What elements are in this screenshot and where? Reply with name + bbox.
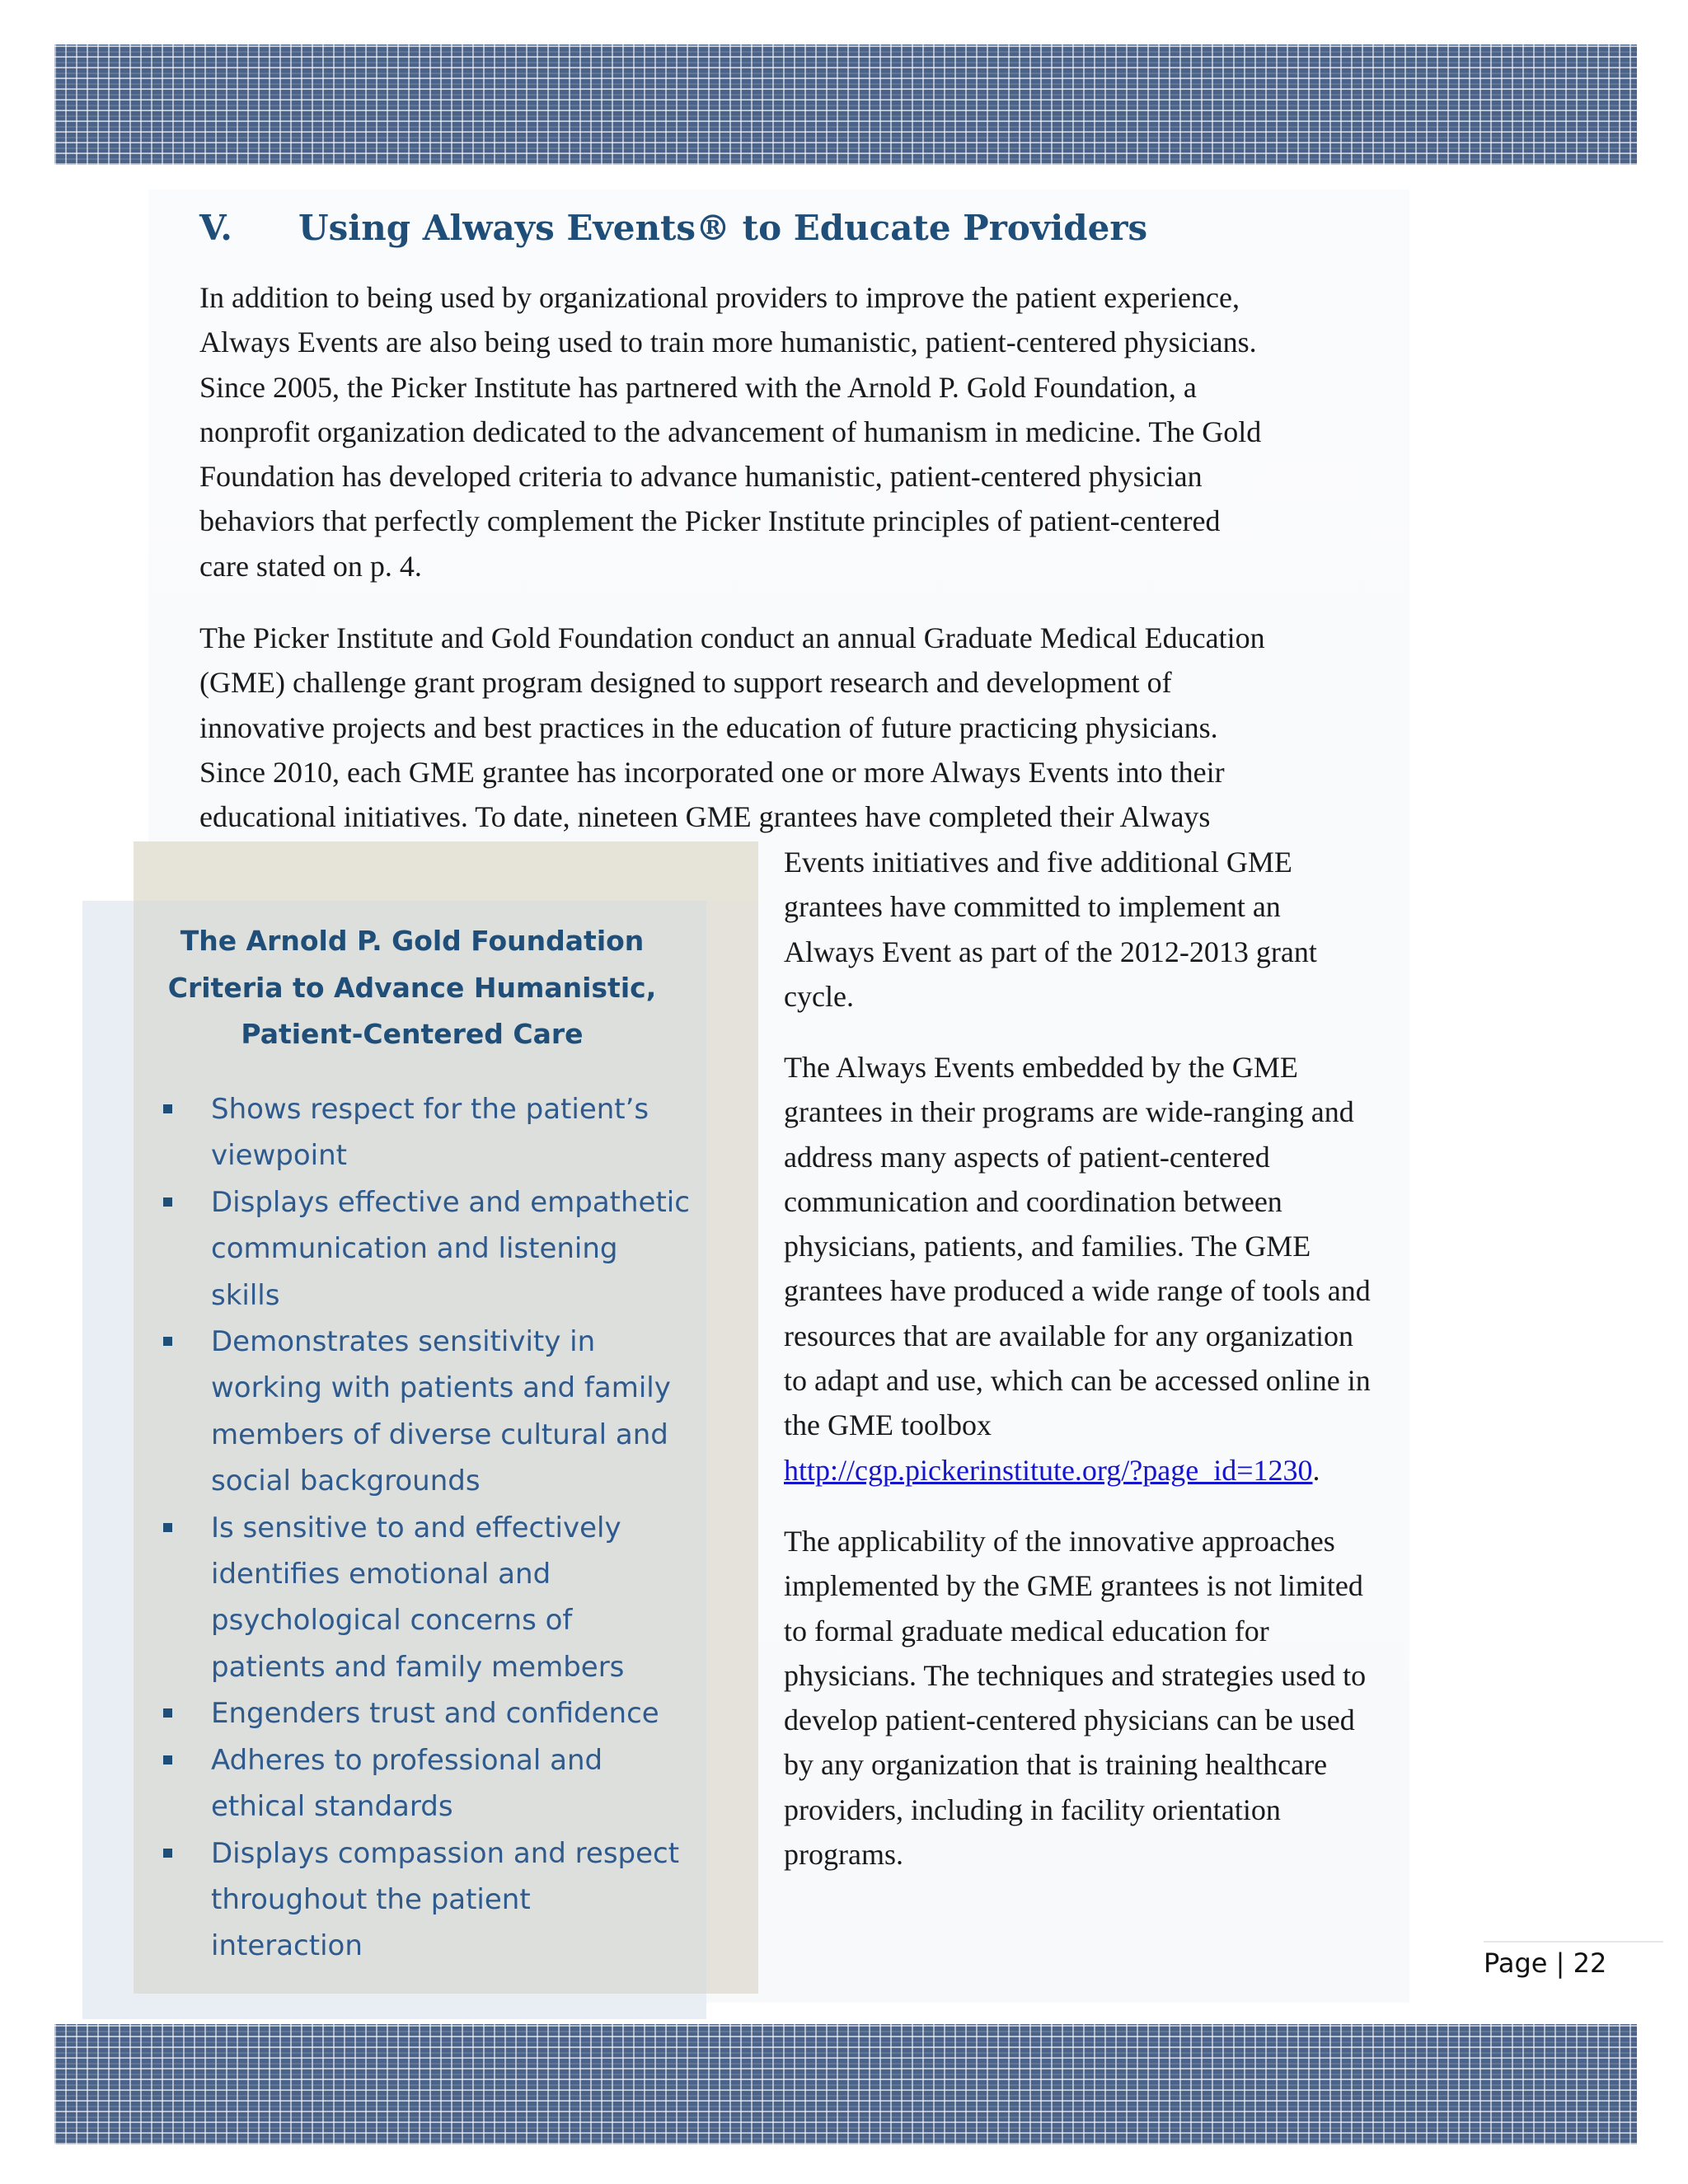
criteria-item-line: psychological concerns of: [211, 1604, 573, 1638]
square-bullet-icon: [163, 1849, 172, 1858]
link-suffix: .: [1312, 1453, 1320, 1487]
text-line: programs.: [784, 1838, 903, 1872]
section-number: V.: [199, 208, 232, 248]
text-line: grantees have committed to implement an: [784, 890, 1281, 924]
toolbox-paragraph: [784, 1045, 1371, 1493]
gme-toolbox-link[interactable]: http://cgp.pickerinstitute.org/?page_id=1230: [784, 1453, 1313, 1487]
sidebar-top-tint: [134, 841, 758, 901]
text-line: the GME toolbox: [784, 1408, 992, 1442]
text-line: communication and coordination between: [784, 1184, 1282, 1218]
text-line: Foundation has developed criteria to advance humanistic, patient-centered physician: [199, 460, 1203, 494]
text-line: physicians. The techniques and strategies used to: [784, 1658, 1367, 1692]
criteria-item-line: Displays compassion and respect: [211, 1836, 680, 1870]
text-line: physicians, patients, and families. The GME: [784, 1230, 1311, 1263]
text-line: Since 2010, each GME grantee has incorporated one or more Always Events into their: [199, 755, 1225, 789]
square-bullet-icon: [163, 1755, 172, 1765]
footer-pattern-band: [54, 2024, 1637, 2144]
section-heading: [199, 208, 1147, 248]
criteria-item: [157, 1319, 717, 1505]
applicability-paragraph: [784, 1519, 1366, 1877]
text-line: Always Events are also being used to train more humanistic, patient-centered physicians.: [199, 326, 1257, 359]
text-line: care stated on p. 4.: [199, 549, 422, 583]
text-line: Since 2005, the Picker Institute has partnered with the Arnold P. Gold Foundation, a: [199, 370, 1197, 404]
square-bullet-icon: [163, 1523, 172, 1532]
sidebar-title: [144, 918, 680, 1058]
text-line: behaviors that perfectly complement the Picker Institute principles of patient-centered: [199, 504, 1221, 538]
sidebar-title-line: The Arnold P. Gold Foundation: [180, 925, 645, 957]
criteria-item: [157, 1086, 717, 1179]
text-line: cycle.: [784, 979, 854, 1013]
criteria-item-line: patients and family members: [211, 1650, 625, 1684]
text-line: In addition to being used by organizational providers to improve the patient experience,: [199, 281, 1240, 314]
text-line: resources that are available for any organization: [784, 1319, 1354, 1352]
text-line: develop patient-centered physicians can be used: [784, 1704, 1355, 1737]
criteria-list: [157, 1086, 717, 1970]
criteria-item-line: Engenders trust and confidence: [211, 1697, 659, 1731]
text-line: The Always Events embedded by the GME: [784, 1051, 1298, 1084]
text-line: The Picker Institute and Gold Foundation conduct an annual Graduate Medical Education: [199, 621, 1265, 654]
square-bullet-icon: [163, 1104, 172, 1113]
text-line: innovative projects and best practices in the education of future practicing physicians.: [199, 710, 1218, 744]
criteria-item-line: social backgrounds: [211, 1465, 481, 1498]
criteria-item-line: communication and listening: [211, 1232, 618, 1266]
criteria-item-line: identifies emotional and: [211, 1558, 551, 1591]
text-line: educational initiatives. To date, nineteen GME grantees have completed their Always: [199, 800, 1211, 834]
text-line: address many aspects of patient-centered: [784, 1140, 1270, 1174]
criteria-item: [157, 1179, 717, 1319]
page-number: Page | 22: [1484, 1947, 1607, 1979]
text-line: The applicability of the innovative approaches: [784, 1525, 1335, 1558]
criteria-item-line: Displays effective and empathetic: [211, 1185, 690, 1219]
sidebar-title-line: Criteria to Advance Humanistic,: [167, 971, 657, 1004]
criteria-item-line: ethical standards: [211, 1790, 453, 1824]
criteria-item-line: Is sensitive to and effectively: [211, 1511, 621, 1544]
text-line: to formal graduate medical education for: [784, 1614, 1269, 1647]
text-line: providers, including in facility orientation: [784, 1793, 1281, 1826]
sidebar-title-line: Patient-Centered Care: [241, 1018, 584, 1050]
criteria-item-line: throughout the patient: [211, 1882, 531, 1916]
text-line: (GME) challenge grant program designed to support research and development of: [199, 666, 1172, 700]
criteria-item-line: members of diverse cultural and: [211, 1418, 668, 1451]
text-line: grantees have produced a wide range of tools and: [784, 1274, 1371, 1308]
criteria-item-line: interaction: [211, 1929, 363, 1963]
text-line: by any organization that is training healthcare: [784, 1748, 1328, 1782]
criteria-item: [157, 1505, 717, 1691]
section-title: Using Always Events® to Educate Providers: [298, 208, 1148, 248]
text-line: to adapt and use, which can be accessed online in: [784, 1364, 1371, 1398]
criteria-item-line: working with patients and family: [211, 1371, 671, 1405]
square-bullet-icon: [163, 1708, 172, 1718]
gme-paragraph-continued: [784, 840, 1317, 1019]
text-line: Always Event as part of the 2012-2013 grant: [784, 935, 1317, 968]
text-line: nonprofit organization dedicated to the advancement of humanism in medicine. The Gold: [199, 415, 1262, 448]
criteria-item-line: Adheres to professional and: [211, 1743, 603, 1777]
square-bullet-icon: [163, 1337, 172, 1346]
criteria-item: [157, 1690, 717, 1736]
intro-paragraph: [199, 275, 1261, 588]
criteria-item: [157, 1830, 717, 1970]
criteria-item: [157, 1737, 717, 1830]
criteria-item-line: Demonstrates sensitivity in: [211, 1325, 596, 1359]
link-line: [784, 1448, 1371, 1493]
header-pattern-band: [54, 45, 1637, 165]
text-line: Events initiatives and five additional GME: [784, 846, 1292, 879]
criteria-item-line: Shows respect for the patient’s: [211, 1093, 649, 1126]
square-bullet-icon: [163, 1197, 172, 1207]
text-line: implemented by the GME grantees is not limited: [784, 1569, 1363, 1603]
criteria-item-line: viewpoint: [211, 1139, 348, 1173]
criteria-item-line: skills: [211, 1278, 280, 1312]
gme-paragraph: [199, 616, 1265, 839]
footer-rule: [1484, 1941, 1663, 1943]
text-line: grantees in their programs are wide-ranging and: [784, 1095, 1354, 1129]
